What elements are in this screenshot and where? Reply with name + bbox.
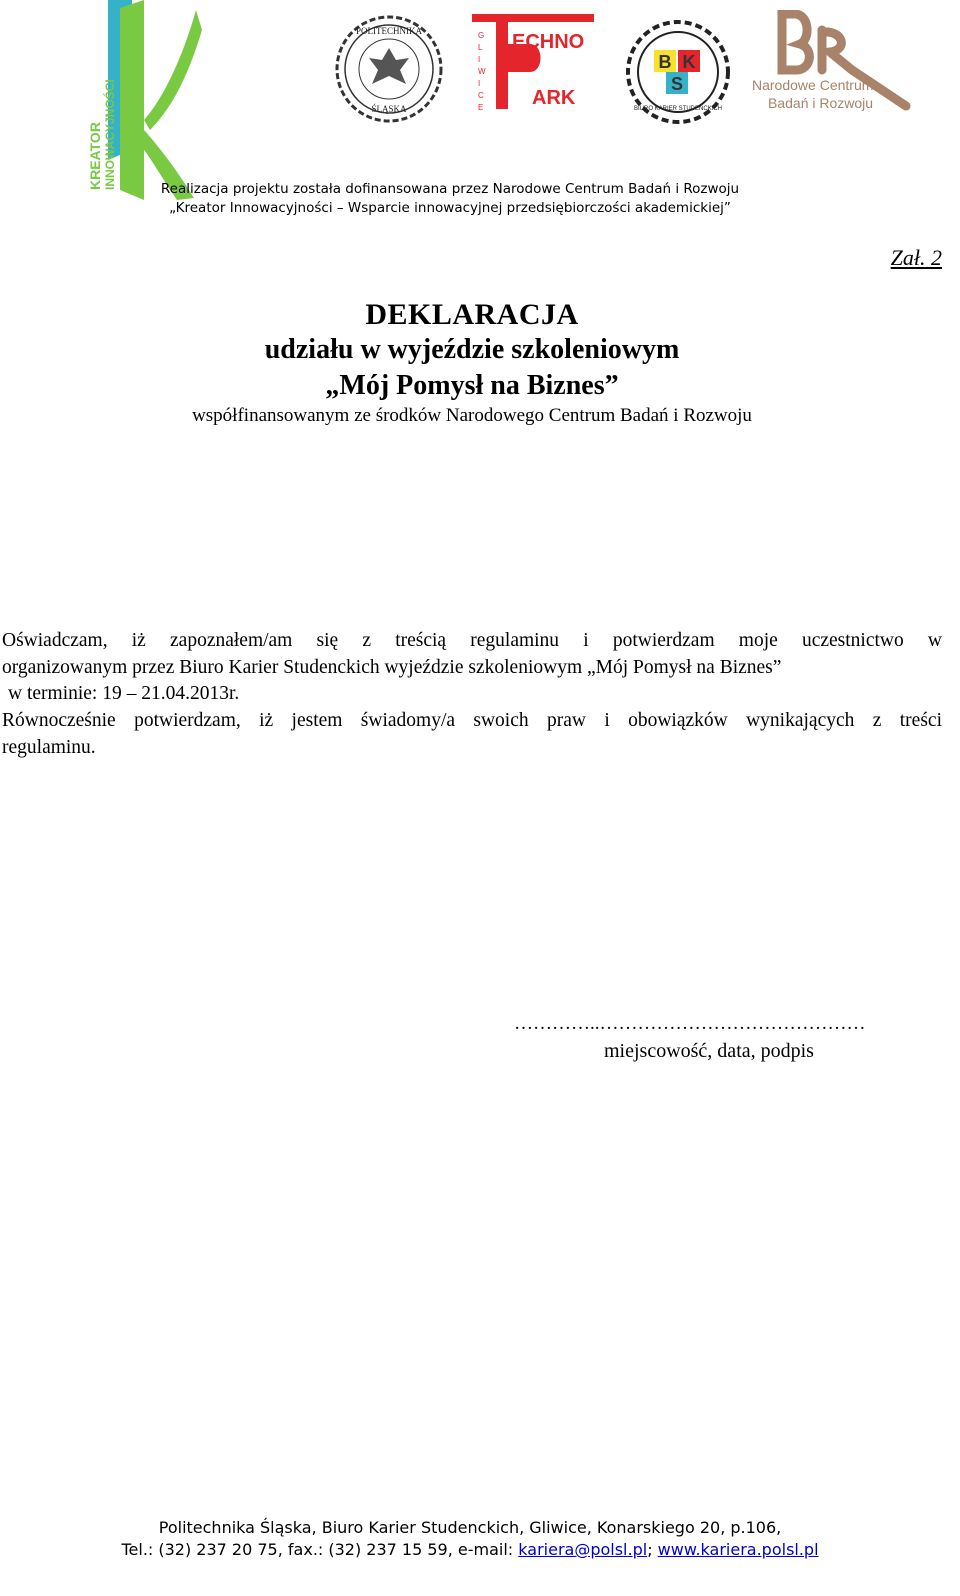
svg-text:C: C	[478, 91, 484, 100]
svg-text:L: L	[478, 43, 483, 52]
declaration-paragraph	[2, 628, 942, 708]
technopark-gliwice-logo	[472, 14, 594, 112]
ncbr-logo	[752, 10, 912, 114]
document-subtitle: udziału w wyjeździe szkoleniowym	[264, 334, 680, 365]
svg-text:ECHNO: ECHNO	[512, 31, 585, 53]
paragraph-line: Równocześnie potwierdzam, iż jestem świadomy/a swoich praw i obowiązków wynikających z treści	[2, 710, 942, 731]
svg-text:ARK: ARK	[532, 87, 576, 109]
footer-contact	[0, 1540, 940, 1559]
footer-separator: ;	[647, 1540, 658, 1559]
svg-text:S: S	[670, 74, 684, 94]
event-dates: w terminie: 19 – 21.04.2013r.	[8, 683, 240, 704]
signature-label: miejscowość, data, podpis	[604, 1040, 814, 1062]
svg-text:I: I	[478, 79, 481, 88]
svg-text:E: E	[478, 103, 484, 112]
sponsor-line-2: „Kreator Innowacyjności – Wsparcie innowacyjnej przedsiębiorczości akademickiej”	[169, 200, 731, 216]
kreator-innowacyjnosci-logo	[62, 0, 202, 200]
biuro-karier-studenckich-logo	[626, 20, 730, 124]
sponsor-line-1: Realizacja projektu została dofinansowana przez Narodowe Centrum Badań i Rozwoju	[160, 181, 740, 197]
svg-text:Narodowe Centrum: Narodowe Centrum	[752, 77, 874, 93]
footer-phone-fax: Tel.: (32) 237 20 75, fax.: (32) 237 15 59, e-mail:	[121, 1540, 519, 1559]
svg-text:W: W	[478, 67, 486, 76]
document-title: DEKLARACJA	[365, 298, 579, 331]
politechnika-slaska-seal	[334, 14, 444, 124]
paragraph-line: Oświadczam, iż zapoznałem/am się z treścią regulaminu i potwierdzam moje uczestnictwo w	[2, 630, 942, 651]
paragraph-line: regulaminu.	[2, 736, 96, 758]
attachment-label: Zał. 2	[890, 245, 942, 270]
svg-text:POLITECHNIKA: POLITECHNIKA	[356, 26, 422, 36]
rights-paragraph	[2, 708, 942, 761]
paragraph-line: organizowanym przez Biuro Karier Studenckich wyjeździe szkoleniowym „Mój Pomysł na Biznes”	[2, 656, 782, 678]
svg-text:I: I	[478, 55, 481, 64]
footer-address: Politechnika Śląska, Biuro Karier Studenckich, Gliwice, Konarskiego 20, p.106,	[158, 1518, 782, 1537]
svg-text:INNOWACYJNOŚCI: INNOWACYJNOŚCI	[103, 79, 117, 190]
svg-text:ŚLĄSKA: ŚLĄSKA	[371, 104, 407, 114]
svg-text:G: G	[478, 31, 485, 40]
signature-line: …………..……………………………………	[514, 1013, 866, 1034]
website-link[interactable]: www.kariera.polsl.pl	[657, 1540, 819, 1559]
event-name: „Mój Pomysł na Biznes”	[325, 370, 619, 401]
svg-text:BIURO KARIER STUDENCKICH: BIURO KARIER STUDENCKICH	[633, 106, 723, 112]
svg-text:KREATOR: KREATOR	[87, 122, 103, 190]
cofinance-note: współfinansowanym ze środków Narodowego Centrum Badań i Rozwoju	[192, 405, 752, 426]
email-link[interactable]: kariera@polsl.pl	[518, 1540, 648, 1559]
svg-text:K: K	[682, 52, 696, 72]
svg-text:B: B	[658, 52, 672, 72]
svg-text:Badań i Rozwoju: Badań i Rozwoju	[768, 95, 874, 111]
